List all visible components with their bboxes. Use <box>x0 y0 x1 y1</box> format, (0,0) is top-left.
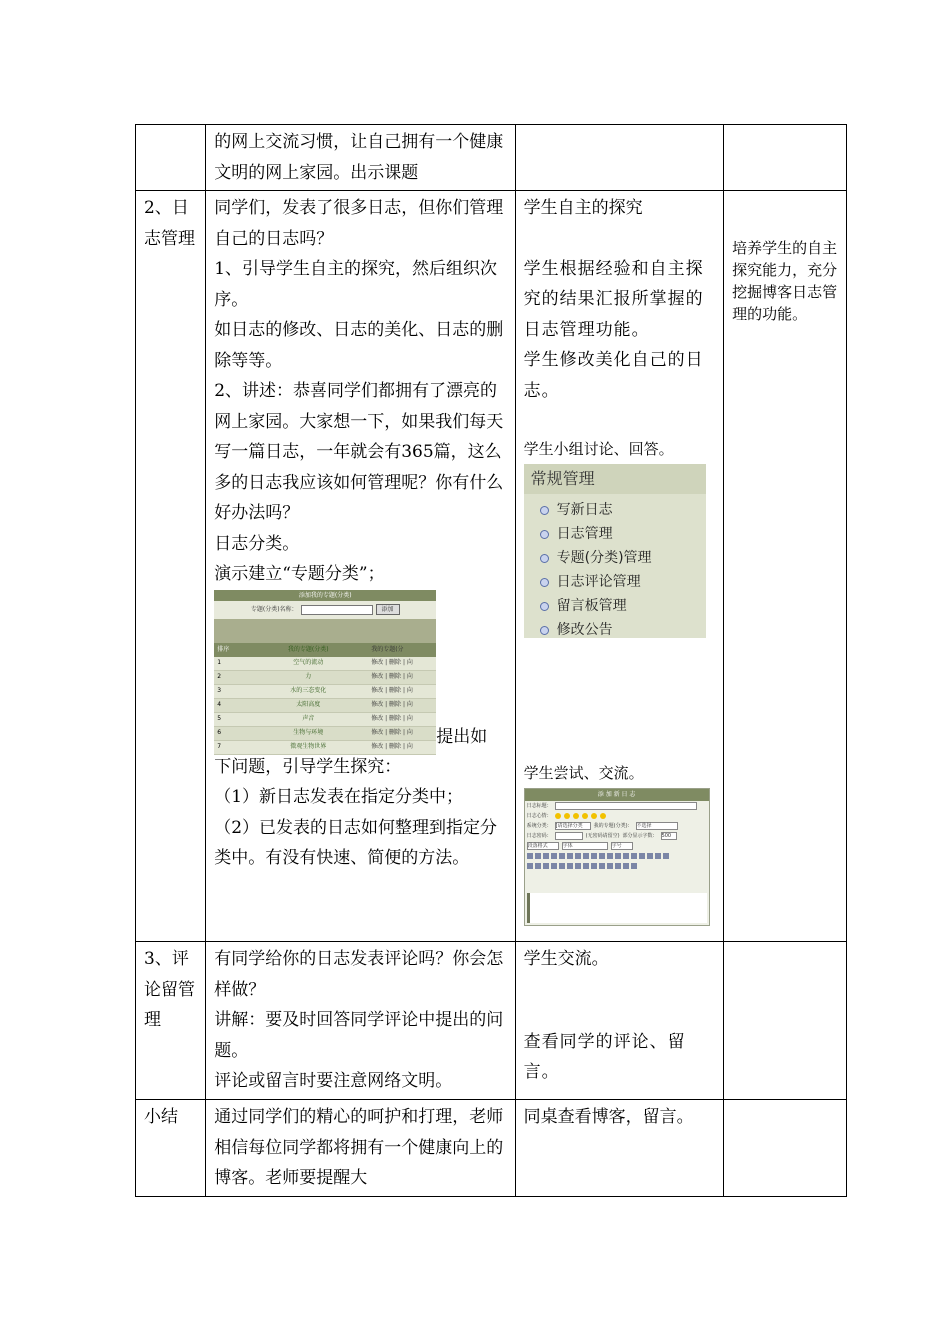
divider-band <box>214 619 436 643</box>
font-select: 字体 <box>562 842 608 850</box>
screenshot-header: 添加我的专题(分类) <box>214 590 436 601</box>
table-row <box>136 191 847 942</box>
menu-item-label: 日志管理 <box>556 526 613 542</box>
text-paragraph: 学生尝试、交流。 <box>523 764 644 782</box>
menu-item-label: 修改公告 <box>556 622 613 638</box>
topic-category-screenshot <box>214 590 436 752</box>
menu-item <box>540 498 706 522</box>
text-paragraph: 1、引导学生自主的探究，然后组织次序。 <box>214 259 498 310</box>
table-row <box>136 1100 847 1197</box>
text-paragraph: 演示建立“专题分类”； <box>214 564 385 584</box>
topic-seq: 2 <box>217 673 222 680</box>
category-label: 系统分类： <box>526 822 552 829</box>
table-row <box>136 942 847 1100</box>
bullet-icon <box>540 602 549 611</box>
editor-category-row <box>525 821 709 831</box>
text-paragraph: 的网上交流习惯，让自己拥有一个健康文明的网上家园。出示课题 <box>214 132 504 183</box>
table-row <box>136 125 847 191</box>
text-paragraph: 有同学给你的日志发表评论吗？你会怎样做？ <box>214 949 504 1000</box>
design-intent-cell <box>724 1100 847 1197</box>
topic-ops: 修改 | 删除 | 向 <box>371 743 413 750</box>
topic-seq: 4 <box>217 701 222 708</box>
smiley-icon <box>582 813 588 819</box>
topic-seq: 5 <box>217 715 222 722</box>
my-category-select: 不选择 <box>636 822 678 830</box>
menu-item <box>540 546 706 570</box>
topic-ops: 修改 | 删除 | 向 <box>371 659 413 666</box>
student-activity-cell <box>515 191 723 942</box>
menu-list <box>524 494 706 642</box>
bullet-icon <box>540 506 549 515</box>
topic-name: 生物与环境 <box>293 729 324 736</box>
phase-cell: 2、日志管理 <box>136 191 206 942</box>
my-category-label: 我的专题(分类)： <box>593 822 633 829</box>
bullet-icon <box>540 554 549 563</box>
editor-header: 添 加 新 日 志 <box>525 789 709 801</box>
format-select: 段落格式 <box>527 842 559 850</box>
summary-label: 部分显示字数： <box>622 832 658 839</box>
editor-toolbar <box>525 861 709 871</box>
topic-ops: 修改 | 删除 | 向 <box>371 729 413 736</box>
lesson-plan-table <box>135 124 847 1197</box>
add-topic-button: 添加 <box>376 604 400 615</box>
smiley-icon <box>555 813 561 819</box>
topic-name: 声音 <box>302 715 315 722</box>
topic-name: 力 <box>305 673 312 680</box>
figure-line <box>214 590 508 752</box>
student-activity-cell <box>515 125 723 191</box>
smiley-icon <box>600 813 606 819</box>
text-paragraph: 同桌查看博客，留言。 <box>523 1107 694 1127</box>
topic-seq: 1 <box>217 659 222 666</box>
editor-title-row <box>525 801 709 811</box>
editor-mood-row <box>525 811 709 821</box>
table-row <box>214 657 436 671</box>
topic-seq: 3 <box>217 687 222 694</box>
text-paragraph: 通过同学们的精心的呵护和打理，老师相信每位同学都将拥有一个健康向上的博客。老师要提醒大 <box>214 1107 504 1188</box>
topic-ops: 修改 | 删除 | 向 <box>371 687 413 694</box>
phase-cell: 小结 <box>136 1100 206 1197</box>
text-paragraph: 日志分类。 <box>214 533 300 554</box>
table-row <box>214 685 436 699</box>
topic-seq: 6 <box>217 729 222 736</box>
col-ops: 我的专题(分 <box>371 645 404 653</box>
text-paragraph: 学生交流。 <box>523 949 609 969</box>
text-paragraph: （1）新日志发表在指定分类中； <box>214 787 464 807</box>
teacher-activity-cell <box>206 942 515 1100</box>
teacher-activity-cell <box>206 191 515 942</box>
teacher-activity-cell <box>206 1100 515 1197</box>
phase-cell <box>136 125 206 191</box>
text-paragraph: 同学们，发表了很多日志，但你们管理自己的日志吗？ <box>214 198 504 249</box>
editor-content-area <box>527 893 707 923</box>
menu-item-label: 专题(分类)管理 <box>556 550 652 566</box>
title-input <box>555 802 697 810</box>
summary-input: 500 <box>661 832 677 840</box>
teacher-activity-cell <box>206 125 515 191</box>
bullet-icon <box>540 530 549 539</box>
design-intent-cell <box>724 125 847 191</box>
text-paragraph: 学生小组讨论、回答。 <box>523 440 674 458</box>
title-label: 日志标题： <box>526 802 552 809</box>
topic-name: 太阳高度 <box>296 701 321 708</box>
design-intent-cell <box>724 191 847 942</box>
text-paragraph: 讲解：要及时回答同学评论中提出的问题。 <box>214 1010 504 1061</box>
col-seq: 排序 <box>217 645 230 653</box>
text-paragraph: 2、讲述：恭喜同学们都拥有了漂亮的网上家园。大家想一下，如果我们每天写一篇日志，一年就会有365篇，这么多的日志我应该如何管理呢？你有什么好办法吗？ <box>214 381 504 523</box>
topic-ops: 修改 | 删除 | 向 <box>371 673 413 680</box>
topic-column-header <box>214 643 436 657</box>
smiley-icon <box>564 813 570 819</box>
topic-name: 空气的流动 <box>293 659 324 666</box>
smiley-icon <box>573 813 579 819</box>
topic-name: 微观生物世界 <box>290 743 327 750</box>
topic-name-row <box>214 601 436 619</box>
design-intent-cell <box>724 942 847 1100</box>
menu-item <box>540 570 706 594</box>
table-row <box>214 671 436 685</box>
table-row <box>214 741 436 755</box>
student-activity-cell <box>515 942 723 1100</box>
password-input <box>555 832 583 840</box>
management-menu-screenshot <box>524 464 706 638</box>
table-row <box>214 713 436 727</box>
topic-rows <box>214 657 436 755</box>
editor-password-row <box>525 831 709 841</box>
mood-label: 日志心情： <box>526 812 552 819</box>
bullet-icon <box>540 626 549 635</box>
category-select: [请选择分类 <box>555 822 591 830</box>
topic-name-label: 专题(分类)名称： <box>250 605 298 613</box>
password-hint: (无密码请留空) <box>585 832 620 839</box>
bullet-icon <box>540 578 549 587</box>
topic-seq: 7 <box>217 743 222 750</box>
editor-toolbar <box>525 851 709 861</box>
text-paragraph: 学生修改美化自己的日志。 <box>523 350 704 401</box>
menu-item-label: 日志评论管理 <box>556 574 641 590</box>
phase-cell: 3、评论留管理 <box>136 942 206 1100</box>
editor-format-row <box>525 841 709 851</box>
table-row <box>214 699 436 713</box>
smiley-icon <box>591 813 597 819</box>
topic-ops: 修改 | 删除 | 向 <box>371 701 413 708</box>
table-row <box>214 727 436 741</box>
text-paragraph: 下问题，引导学生探究： <box>214 756 402 777</box>
text-paragraph: 如日志的修改、日志的美化、日志的删除等等。 <box>214 320 504 371</box>
text-paragraph: 培养学生的自主探究能力，充分挖掘博客日志管理的功能。 <box>732 239 838 323</box>
topic-ops: 修改 | 删除 | 向 <box>371 715 413 722</box>
menu-item <box>540 594 706 618</box>
topic-name-input <box>301 605 373 615</box>
text-paragraph: 查看同学的评论、留言。 <box>523 1031 686 1082</box>
size-select: 字号 <box>611 842 633 850</box>
menu-item-label: 写新日志 <box>556 502 613 518</box>
student-activity-cell <box>515 1100 723 1197</box>
text-paragraph: （2）已发表的日志如何整理到指定分类中。有没有快速、简便的方法。 <box>214 817 498 868</box>
inline-text: 提出如 <box>436 726 488 747</box>
col-name: 我的专题(分类) <box>287 645 329 653</box>
menu-item <box>540 618 706 642</box>
text-paragraph: 学生根据经验和自主探究的结果汇报所掌握的日志管理功能。 <box>523 258 704 340</box>
menu-title: 常规管理 <box>524 464 706 494</box>
menu-item <box>540 522 706 546</box>
menu-item-label: 留言板管理 <box>556 598 627 614</box>
new-entry-editor-screenshot <box>524 788 710 926</box>
topic-name: 水的三态变化 <box>290 687 327 694</box>
password-label: 日志密码： <box>526 832 552 839</box>
text-paragraph: 学生自主的探究 <box>523 198 643 218</box>
text-paragraph: 评论或留言时要注意网络文明。 <box>214 1071 453 1091</box>
